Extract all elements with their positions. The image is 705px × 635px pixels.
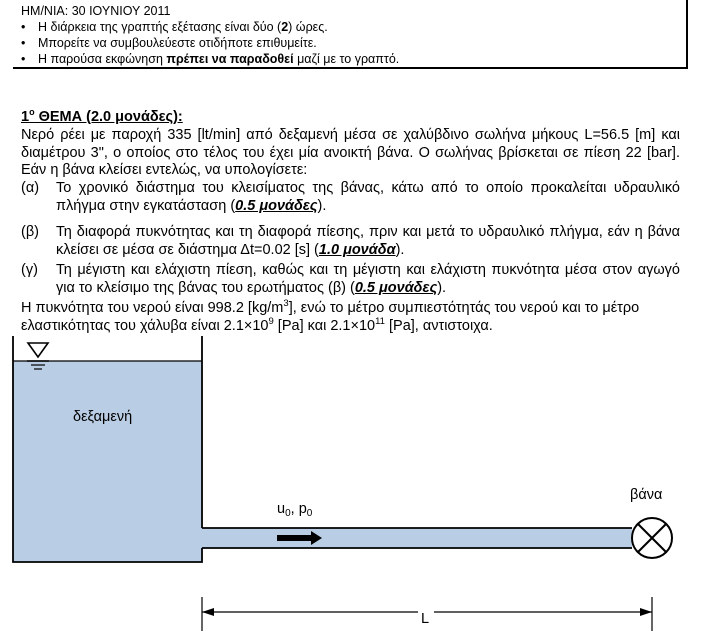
valve-icon [632,518,672,558]
exam-date: ΗΜ/ΝΙΑ: 30 ΙΟΥΝΙΟΥ 2011 [21,4,171,18]
problem-intro: Νερό ρέει με παροχή 335 [lt/min] από δεξαμενή μέσα σε χαλύβδινο σωλήνα μήκους L=56.5 [m] και διαμέτρου 3", ο οποίος στο τέλος του έχει μία ανοικτή βάνα. Ο σωλήνας βρίσκεται σε πίεση 22 [bar]. Εάν η βάνα κλείσει εντελώς, να υπολογίσετε: [21,127,680,178]
points-badge: 1.0 μονάδα [318,241,396,258]
question-label: (γ) [21,262,38,278]
problem-constants: Η πυκνότητα του νερού είναι 998.2 $[kg/m^3]$, ενώ το μέτρο συμπιεστότητάς του νερού και το μέτρο ελαστικότητας του χάλυβα είναι $2.1\times 10^9$ [Pa] και $2.1\times 10^{11}$ [Pa], αντιστοιχα. [21,298,640,334]
tank-water [13,361,202,562]
question-label: (α) [21,180,40,196]
instruction-item: • Η παρούσα εκφώνηση πρέπει να παραδοθεί μαζί με το γραπτό. [21,52,400,66]
question-label: (β) [21,224,39,240]
tank-label: δεξαμενή [73,409,133,425]
valve-label: βάνα [630,487,663,503]
bullet-icon: • [21,20,26,34]
flow-label: $u_0$, $p_0$ [277,501,313,519]
points-badge: 0.5 μονάδες [235,197,318,214]
bullet-icon: • [21,52,26,66]
points-badge: 0.5 μονάδες [354,279,438,296]
instruction-item: • Η διάρκεια της γραπτής εξέτασης είναι δύο (2) ώρες. [21,20,328,34]
question-a: (α) Το χρονικό διάστημα του κλεισίματος της βάνας, κάτω από το οποίο προκαλείται υδραυλικό πλήγμα στην εγκατάσταση (0.5 μονάδες). [21,180,680,214]
question-b: (β) Τη διαφορά πυκνότητας και τη διαφορά πίεσης, πριν και μετά το υδραυλικό πλήγμα, εάν η βάνα κλείσει σε μέσα σε διάστημα Δt=0.02 [s] (1.0 μονάδα). [21,224,680,258]
question-c: (γ) Τη μέγιστη και ελάχιστη πίεση, καθώς και τη μέγιστη και ελάχιστη πυκνότητα μέσα στον αγωγό για το κλείσιμο της βάνας του ερωτήματος (β) (0.5 μονάδες). [21,262,680,296]
instruction-item: • Μπορείτε να συμβουλεύεστε οτιδήποτε επιθυμείτε. [21,36,317,50]
length-label: L [421,611,430,627]
pipe-water [202,528,632,548]
bullet-icon: • [21,36,26,50]
problem-title: $1^o$ ΘΕΜΑ (2.0 μονάδες): [21,107,183,125]
